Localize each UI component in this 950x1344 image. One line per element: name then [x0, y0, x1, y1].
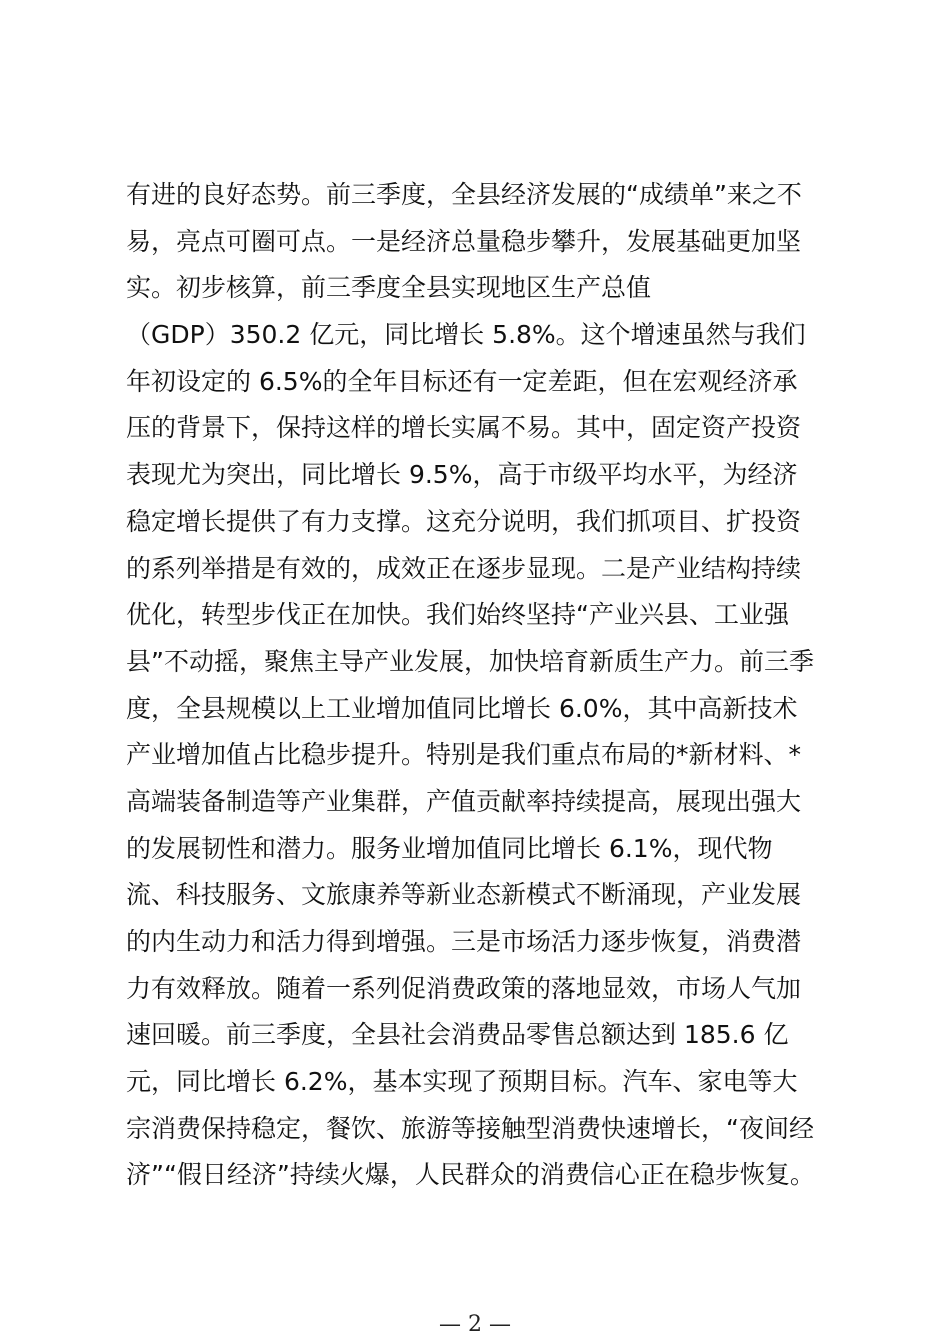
text-line: 易，亮点可圈可点。一是经济总量稳步攀升，发展基础更加坚 [126, 226, 802, 256]
text-line: 的发展韧性和潜力。服务业增加值同比增长 6.1%，现代物 [126, 833, 773, 863]
text-line: 力有效释放。随着一系列促消费政策的落地显效，市场人气加 [126, 973, 802, 1003]
text-line: 产业增加值占比稳步提升。特别是我们重点布局的*新材料、* [126, 740, 802, 770]
text-line: 流、科技服务、文旅康养等新业态新模式不断涌现，产业发展 [126, 880, 802, 910]
text-line: 稳定增长提供了有力支撑。这充分说明，我们抓项目、扩投资 [126, 506, 802, 536]
text-line: 表现尤为突出，同比增长 9.5%，高于市级平均水平，为经济 [126, 460, 798, 490]
text-line: 高端装备制造等产业集群，产值贡献率持续提高，展现出强大 [126, 786, 802, 816]
text-line: 压的背景下，保持这样的增长实属不易。其中，固定资产投资 [126, 413, 802, 443]
text-line: （GDP）350.2 亿元，同比增长 5.8%。这个增速虽然与我们 [126, 320, 806, 350]
body-text [126, 172, 836, 1199]
text-line: 的内生动力和活力得到增强。三是市场活力逐步恢复，消费潜 [126, 927, 802, 956]
text-line: 的系列举措是有效的，成效正在逐步显现。二是产业结构持续 [126, 553, 802, 583]
text-line: 元，同比增长 6.2%，基本实现了预期目标。汽车、家电等大 [126, 1067, 798, 1097]
text-line: 宗消费保持稳定，餐饮、旅游等接触型消费快速增长，“夜间经 [126, 1113, 814, 1143]
page-number: — 2 — [439, 1312, 511, 1337]
text-line: 济”“假日经济”持续火爆，人民群众的消费信心正在稳步恢复。 [126, 1160, 815, 1190]
text-line: 县”不动摇，聚焦主导产业发展，加快培育新质生产力。前三季 [126, 646, 814, 676]
text-line: 度，全县规模以上工业增加值同比增长 6.0%，其中高新技术 [126, 693, 798, 723]
text-line: 有进的良好态势。前三季度，全县经济发展的“成绩单”来之不 [126, 180, 802, 209]
text-line: 年初设定的 6.5%的全年目标还有一定差距，但在宏观经济承 [126, 366, 798, 396]
text-line: 优化，转型步伐正在加快。我们始终坚持“产业兴县、工业强 [126, 600, 789, 630]
text-line: 速回暖。前三季度，全县社会消费品零售总额达到 185.6 亿 [126, 1020, 789, 1050]
text-line: 实。初步核算，前三季度全县实现地区生产总值 [126, 273, 652, 303]
